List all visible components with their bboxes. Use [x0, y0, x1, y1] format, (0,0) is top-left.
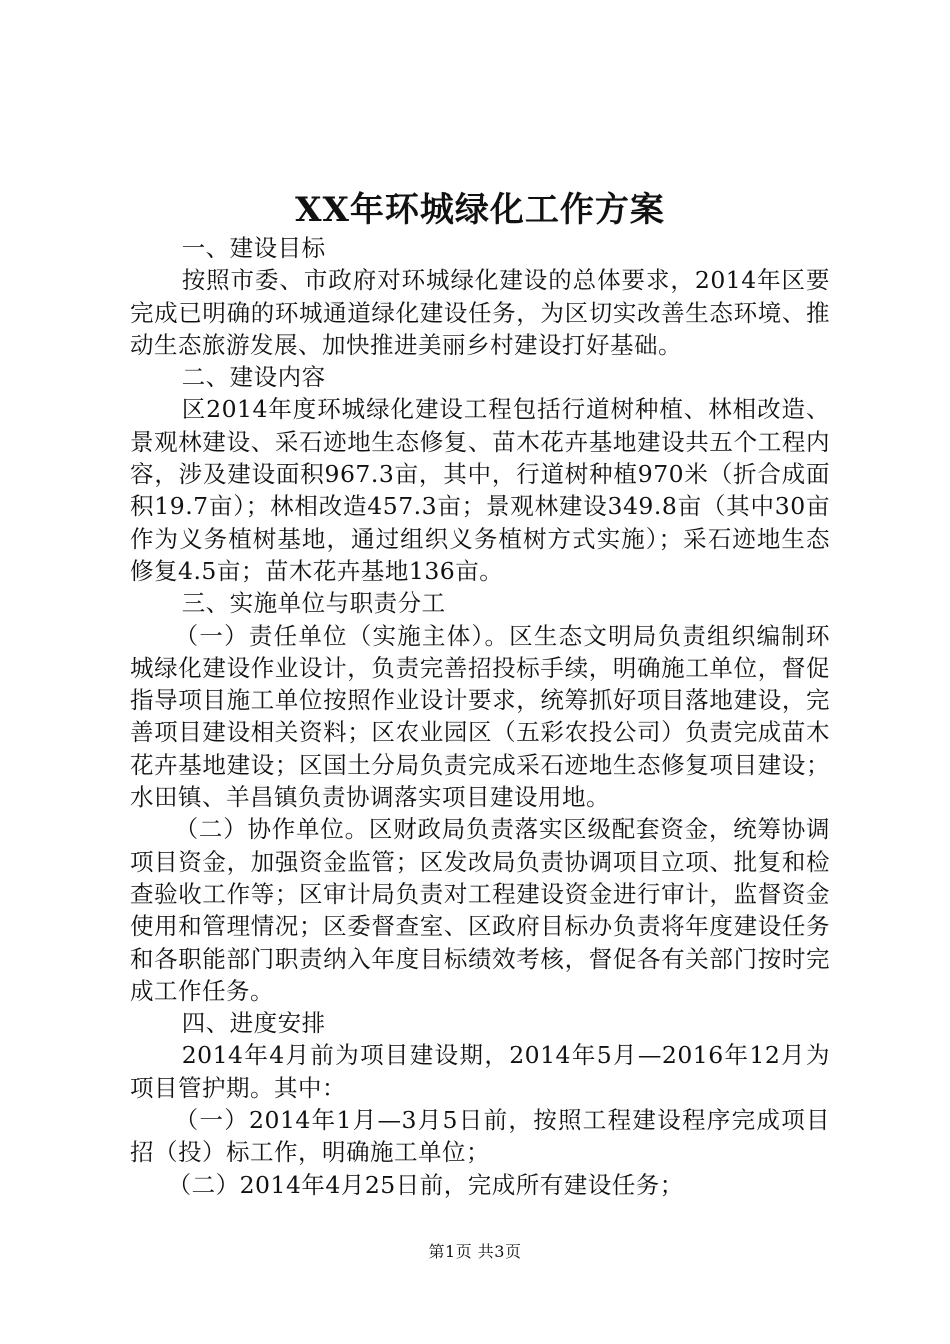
heading-content: 二、建设内容 [181, 363, 326, 392]
heading-schedule: 四、进度安排 [181, 1009, 326, 1038]
heading-goal: 一、建设目标 [181, 234, 326, 262]
paragraph-responsible-units: （一）责任单位（实施主体）。区生态文明局负责组织编制环城绿化建设作业设计，负责完善招投标手续，明确施工单位，督促指导项目施工单位按照作业设计要求，统筹抓好项目落地建设，完善项目建设相关资料；区农业园区（五彩农投公司）负责完成苗木花卉基地建设；区国土分局负责完成采石迹地生态修复项目建设；水田镇、羊昌镇负责协调落实项目建设用地。 [130, 621, 830, 812]
document-body [130, 188, 830, 1201]
paragraph-list [130, 232, 830, 1201]
paragraph-content: 区2014年度环城绿化建设工程包括行道树种植、林相改造、景观林建设、采石迹地生态修复、苗木花卉基地建设共五个工程内容，涉及建设面积967.3亩，其中，行道树种植970米（折合成面积19.7亩）；林相改造457.3亩；景观林建设349.8亩（其中30亩作为义务植树基地，通过组织义务植树方式实施）；采石迹地生态修复4.5亩；苗木花卉基地136亩。 [130, 395, 830, 585]
paragraph-cooperating-units: （二）协作单位。区财政局负责落实区级配套资金，统筹协调项目资金，加强资金监管；区发改局负责协调项目立项、批复和检查验收工作等；区审计局负责对工程建设资金进行审计，监督资金使用和管理情况；区委督查室、区政府目标办负责将年度建设任务和各职能部门职责纳入年度目标绩效考核，督促各有关部门按时完成工作任务。 [130, 815, 830, 1005]
paragraph-schedule: 2014年4月前为项目建设期，2014年5月—2016年12月为项目管护期。其中： [130, 1041, 830, 1102]
heading-units: 三、实施单位与职责分工 [181, 589, 446, 618]
page-footer: 第1页 共3页 [428, 1242, 522, 1261]
paragraph-schedule-step-2: （二）2014年4月25日前，完成所有建设任务； [167, 1170, 684, 1199]
paragraph-goal: 按照市委、市政府对环城绿化建设的总体要求，2014年区要完成已明确的环城通道绿化建设任务，为区切实改善生态环境、推动生态旅游发展、加快推进美丽乡村建设打好基础。 [130, 266, 830, 359]
paragraph-schedule-step-1: （一）2014年1月—3月5日前，按照工程建设程序完成项目招（投）标工作，明确施工单位； [130, 1106, 830, 1167]
document-title: XX年环城绿化工作方案 [295, 190, 665, 230]
